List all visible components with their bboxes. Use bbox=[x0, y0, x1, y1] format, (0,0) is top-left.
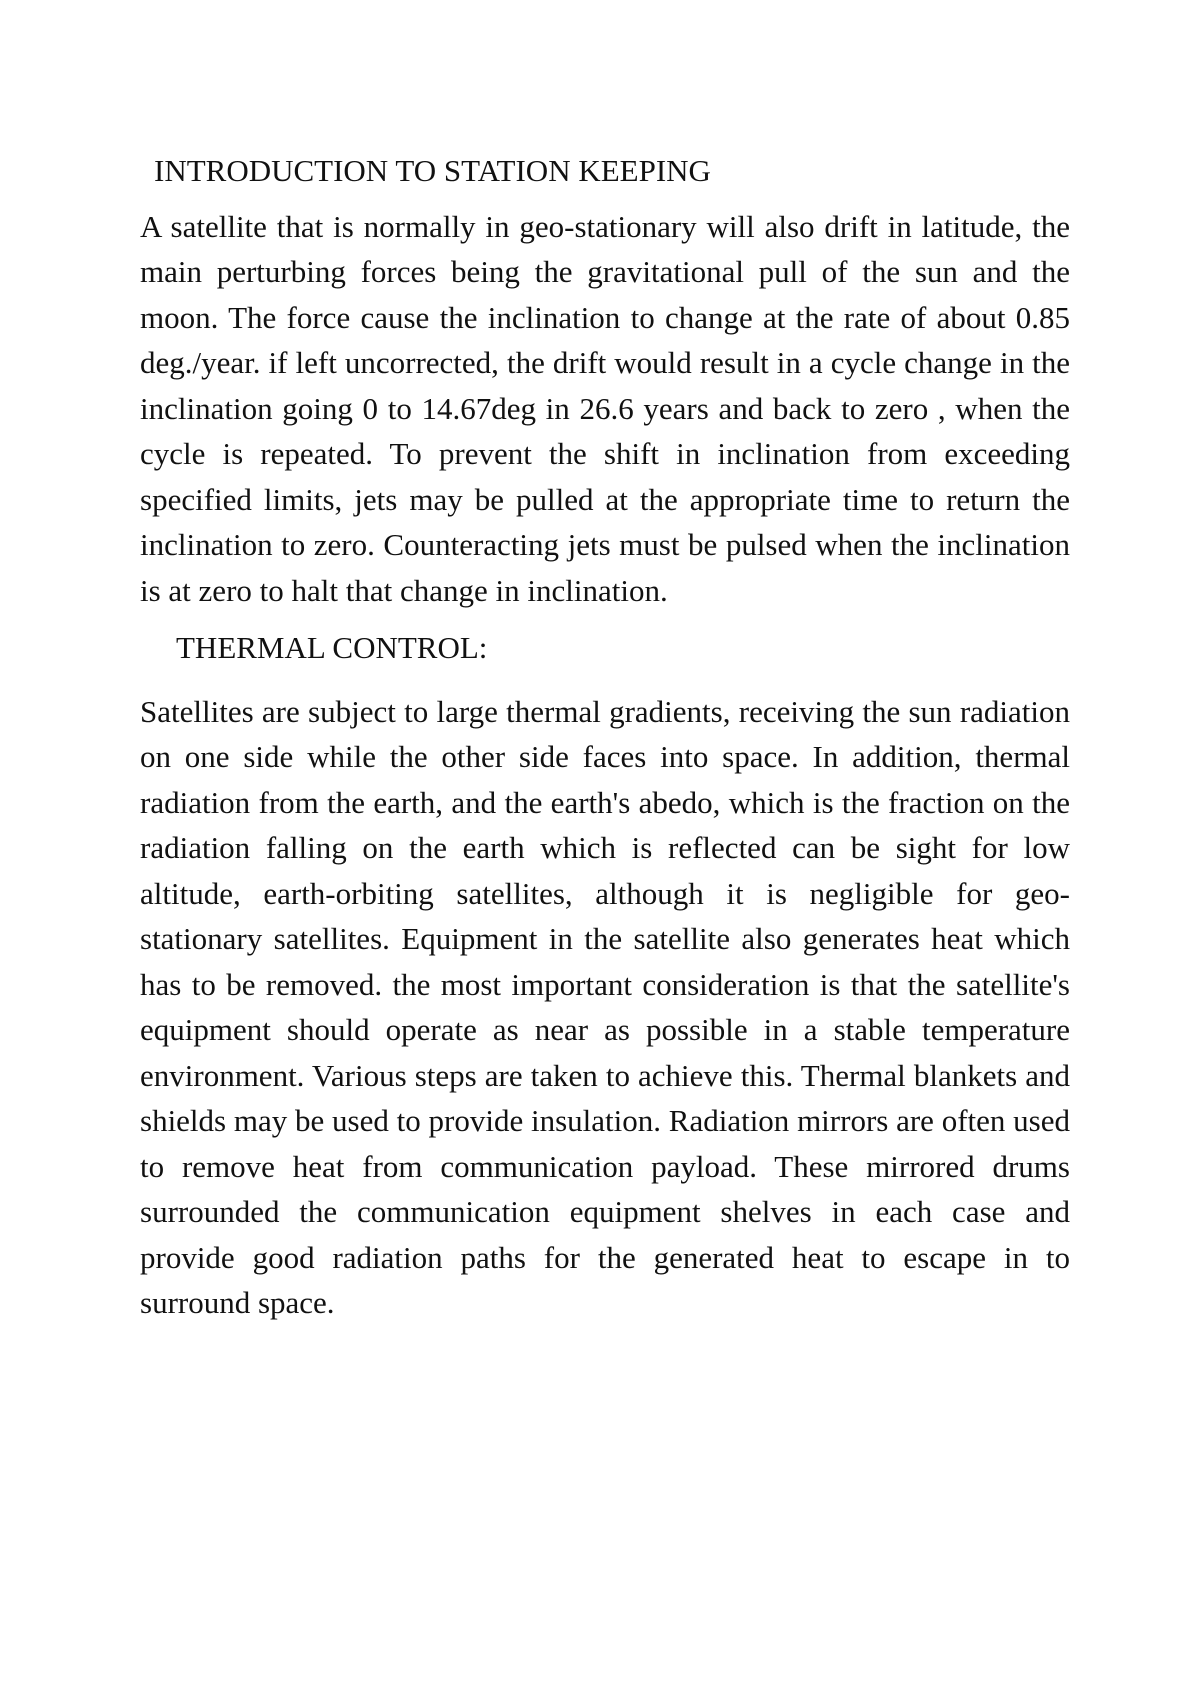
document-body bbox=[140, 148, 1070, 1326]
section-paragraph-thermal-control: Satellites are subject to large thermal gradients, receiving the sun radiation on one side while the other side faces into space. In addition, thermal radiation from the earth, and the earth's abedo, which is the fraction on the radiation falling on the earth which is reflected can be sight for low altitude, earth-orbiting satellites, although it is negligible for geo-stationary satellites. Equipment in the satellite also generates heat which has to be removed. the most important consideration is that the satellite's equipment should operate as near as possible in a stable temperature environment. Various steps are taken to achieve this. Thermal blankets and shields may be used to provide insulation. Radiation mirrors are often used to remove heat from communication payload. These mirrored drums surrounded the communication equipment shelves in each case and provide good radiation paths for the generated heat to escape in to surround space. bbox=[140, 693, 1070, 1320]
section-heading-station-keeping: INTRODUCTION TO STATION KEEPING bbox=[154, 153, 711, 188]
section-paragraph-station-keeping: A satellite that is normally in geo-stationary will also drift in latitude, the main perturbing forces being the gravitational pull of the sun and the moon. The force cause the inclination to change at the rate of about 0.85 deg./year. if left uncorrected, the drift would result in a cycle change in the inclination going 0 to 14.67deg in 26.6 years and back to zero , when the cycle is repeated. To prevent the shift in inclination from exceeding specified limits, jets may be pulled at the appropriate time to return the inclination to zero. Counteracting jets must be pulsed when the inclination is at zero to halt that change in inclination. bbox=[140, 208, 1070, 608]
section-heading-thermal-control: THERMAL CONTROL: bbox=[176, 630, 488, 665]
